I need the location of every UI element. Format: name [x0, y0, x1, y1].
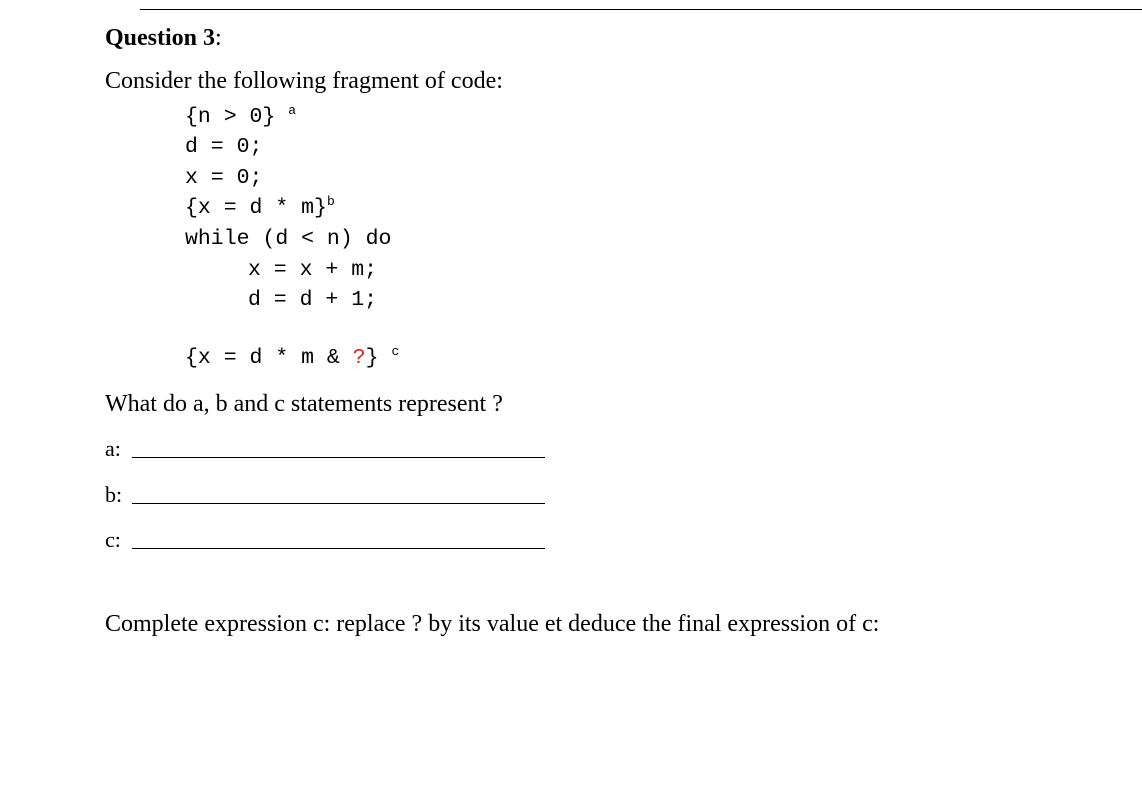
- code-line-x-init: x = 0;: [185, 166, 263, 190]
- code-line-postcondition: [185, 343, 400, 370]
- code-invariant-text: {x = d * m}: [185, 196, 327, 220]
- code-line-x-update: x = x + m;: [248, 258, 378, 282]
- code-marker-c: c: [391, 343, 400, 359]
- prompt-text: What do a, b and c statements represent ?: [105, 391, 503, 417]
- answer-blank-a[interactable]: [132, 457, 545, 458]
- code-line-invariant: [185, 193, 335, 220]
- final-instruction: Complete expression c: replace ? by its value et deduce the final expression of c:: [105, 611, 880, 637]
- top-rule: [140, 9, 1142, 10]
- answer-row-c: [105, 521, 545, 551]
- answer-label-a: a:: [105, 436, 121, 461]
- answer-row-a: [105, 430, 545, 460]
- question-title-colon: :: [215, 25, 222, 51]
- intro-text: Consider the following fragment of code:: [105, 68, 503, 94]
- code-line-while: while (d < n) do: [185, 227, 392, 251]
- code-unknown-mark: ?: [352, 346, 366, 370]
- code-line-d-update: d = d + 1;: [248, 288, 378, 312]
- code-line-d-init: d = 0;: [185, 135, 263, 159]
- code-line-precondition: [185, 102, 297, 129]
- answer-label-b: b:: [105, 482, 123, 507]
- code-postcondition-suffix: }: [365, 346, 379, 370]
- code-postcondition-prefix: {x = d * m &: [185, 346, 353, 370]
- question-title: [105, 26, 222, 50]
- answer-row-b: [105, 476, 545, 506]
- code-precondition-text: {n > 0}: [185, 105, 276, 129]
- question-title-text: Question 3: [105, 25, 216, 51]
- answer-blank-b[interactable]: [132, 503, 545, 504]
- answer-blank-c[interactable]: [132, 548, 545, 549]
- code-marker-a: a: [288, 102, 297, 118]
- code-marker-b: b: [326, 193, 335, 209]
- answer-label-c: c:: [105, 527, 121, 552]
